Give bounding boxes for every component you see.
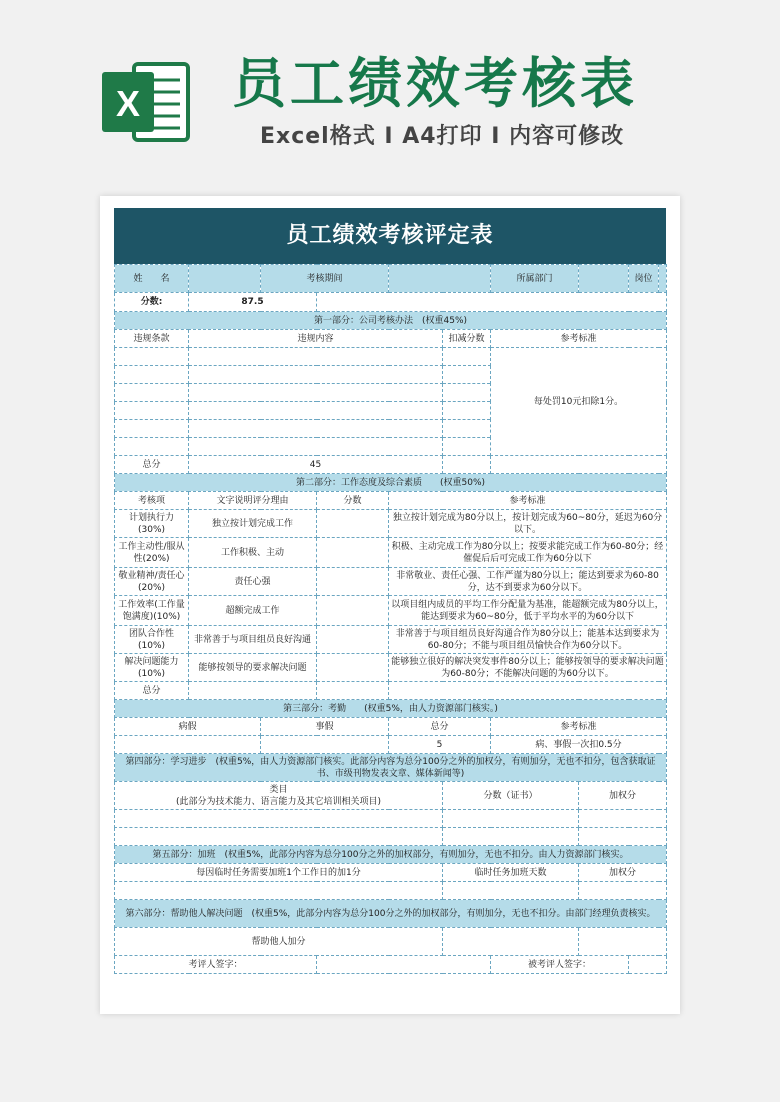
part5-col2: 临时任务加班天数 [443,864,579,882]
part3-personal-value[interactable] [261,736,389,754]
part3-standard: 病、事假一次扣0.5分 [491,736,667,754]
part1-header-row [115,330,667,348]
part5-title: 第五部分：加班 (权重5%，此部分内容为总分100分之外的加权部分，有则加分，无也不扣分。由人力资源部门核实。 [115,846,667,864]
part6-title: 第六部分：帮助他人解决问题 (权重5%，此部分内容为总分100分之外的加权部分，有则加分，无也不扣分。由部门经理负责核实。 [115,900,667,928]
table-row [115,654,667,682]
table-row [115,568,667,596]
part3-header-sick: 病假 [115,718,261,736]
form-title: 员工绩效考核评定表 [114,208,666,264]
part1-total-row [115,456,667,474]
part2-standard: 独立按计划完成为80分以上，按计划完成为60~80分，延迟为60分以下。 [389,510,667,538]
part4-header-row [115,782,667,810]
assessee-signature[interactable]: 被考评人签字： [491,956,629,974]
position-value[interactable] [659,265,667,293]
period-label: 考核期间 [261,265,389,293]
part2-desc[interactable]: 责任心强 [189,568,317,596]
part3-header-standard: 参考标准 [491,718,667,736]
part2-item: 团队合作性(10%) [115,626,189,654]
part2-header-item: 考核项 [115,492,189,510]
part1-total-label: 总分 [115,456,189,474]
name-label: 姓 名 [115,265,189,293]
part4-category-label: 类目 [269,784,288,795]
part3-header-personal: 事假 [261,718,389,736]
part2-item: 工作主动性/服从性(20%) [115,538,189,568]
period-value[interactable] [389,265,491,293]
part2-desc[interactable]: 工作积极、主动 [189,538,317,568]
part5-header-row [115,864,667,882]
part2-standard: 能够独立很好的解决突发事件80分以上；能够按领导的要求解决问题为60-80分；不能解决问题的为60分以下。 [389,654,667,682]
part1-title: 第一部分：公司考核办法 (权重45%) [115,312,667,330]
table-row [115,596,667,626]
table-row [115,828,667,846]
part3-sick-value[interactable] [115,736,261,754]
table-row [115,626,667,654]
part6-col1: 帮助他人加分 [115,928,443,956]
part1-total-value[interactable]: 45 [189,456,443,474]
part3-header-row [115,718,667,736]
table-row [115,348,667,366]
part2-total-label: 总分 [115,682,189,700]
part2-standard: 非常善于与项目组员良好沟通合作为80分以上；能基本达到要求为60-80分；不能与项目组员愉快合作为60分以下。 [389,626,667,654]
part2-score[interactable] [317,654,389,682]
part2-standard: 以项目组内成员的平均工作分配量为基准，能超额完成为80分以上，能达到要求为60~80分，低于平均水平的为60分以下 [389,596,667,626]
part3-value-row [115,736,667,754]
part3-header-total: 总分 [389,718,491,736]
part2-item: 工作效率(工作量饱满度)(10%) [115,596,189,626]
part2-score[interactable] [317,626,389,654]
part1-header-clause: 违规条款 [115,330,189,348]
table-row [115,882,667,900]
part6-row [115,928,667,956]
part2-total-row [115,682,667,700]
part2-desc[interactable]: 超额完成工作 [189,596,317,626]
part2-standard: 积极、主动完成工作为80分以上；按要求能完成工作为60-80分；经催促后后可完成工作为60分以下 [389,538,667,568]
info-row [115,265,667,293]
table-row [115,510,667,538]
part1-standard: 每处罚10元扣除1分。 [491,348,667,456]
dept-value[interactable] [579,265,629,293]
name-value[interactable] [189,265,261,293]
part1-header-standard: 参考标准 [491,330,667,348]
part4-header-score: 分数（证书） [443,782,579,810]
part2-header-desc: 文字说明评分理由 [189,492,317,510]
part1-header-content: 违规内容 [189,330,443,348]
assessor-signature[interactable]: 考评人签字： [115,956,317,974]
part2-item: 计划执行力 (30%) [115,510,189,538]
part2-desc[interactable]: 非常善于与项目组员良好沟通 [189,626,317,654]
part2-header-row [115,492,667,510]
table-row [115,810,667,828]
excel-logo-icon [100,56,192,148]
part2-score[interactable] [317,538,389,568]
score-value[interactable]: 87.5 [189,293,317,312]
part4-header-category [115,782,443,810]
part4-category-note: (此部分为技术能力、语言能力及其它培训相关项目) [175,796,382,807]
part2-score[interactable] [317,510,389,538]
part2-score[interactable] [317,568,389,596]
part4-header-bonus: 加权分 [579,782,667,810]
score-blank [317,293,667,312]
part2-header-standard: 参考标准 [389,492,667,510]
score-row [115,293,667,312]
part2-score[interactable] [317,596,389,626]
position-label: 岗位 [629,265,659,293]
excel-logo-letter: X [115,83,141,124]
table-row [115,538,667,568]
part2-desc[interactable]: 独立按计划完成工作 [189,510,317,538]
poster-header [0,0,780,200]
part3-total-value[interactable]: 5 [389,736,491,754]
part2-item: 解决问题能力 (10%) [115,654,189,682]
part1-header-deduct: 扣减分数 [443,330,491,348]
part5-col3: 加权分 [579,864,667,882]
score-label: 分数: [115,293,189,312]
page-title: 员工绩效考核表 [232,52,638,115]
part2-title: 第二部分：工作态度及综合素质 (权重50%) [115,474,667,492]
part2-standard: 非常敬业、责任心强、工作严谨为80分以上；能达到要求为60-80分，达不到要求为60分以下。 [389,568,667,596]
dept-label: 所属部门 [491,265,579,293]
page-subtitle: Excel格式 I A4打印 I 内容可修改 [260,124,625,149]
part3-title: 第三部分：考勤 (权重5%，由人力资源部门核实。) [115,700,667,718]
part4-title: 第四部分：学习进步 (权重5%，由人力资源部门核实。此部分内容为总分100分之外的加权分，有则加分，无也不扣分，包含获取证书、市级刊物发表文章、媒体新闻等) [115,754,667,782]
part2-item: 敬业精神/责任心 (20%) [115,568,189,596]
signature-row [115,956,667,974]
evaluation-form [114,264,667,974]
part5-col1: 每因临时任务需要加班1个工作日的加1分 [115,864,443,882]
part2-desc[interactable]: 能够按领导的要求解决问题 [189,654,317,682]
part2-header-score: 分数 [317,492,389,510]
